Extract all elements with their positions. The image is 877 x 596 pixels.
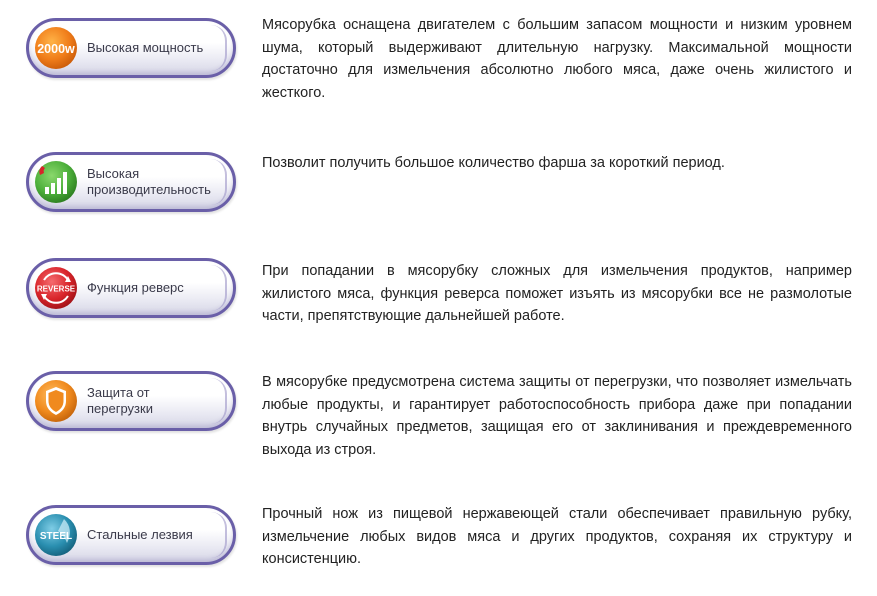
- badge-label-reverse: Функция реверс: [87, 280, 184, 295]
- badge-label-power: Высокая мощность: [87, 40, 204, 55]
- power-icon-text: 2000w: [37, 42, 75, 56]
- description-power: Мясорубка оснащена двигателем с большим запасом мощности и низким уровнем шума, который выдерживают длительную нагрузку. Максимальной мощности достаточно для измельчения абсолютно любого мяса, даже очень жилистого и жесткого.: [262, 17, 852, 101]
- description-steel: Прочный нож из пищевой нержавеющей стали обеспечивает правильную рубку, измельчение любых видов мяса и других продуктов, сохраняя их структуру и консистенцию.: [262, 506, 852, 567]
- badge-reverse: [26, 258, 236, 318]
- badge-power: [26, 18, 236, 78]
- steel-blade-icon: [34, 513, 78, 557]
- badge-label-performance: Высокая производительность: [87, 166, 211, 197]
- description-protection: В мясорубке предусмотрена система защиты от перегрузки, что позволяет измельчать любые продукты, и гарантирует работоспособность прибора даже при попадании внутрь случайных предметов, защищая его от заклинивания и преждевременного выхода из строя.: [262, 374, 852, 458]
- badge-label-steel: Стальные лезвия: [87, 527, 193, 542]
- description-performance: Позволит получить большое количество фарша за короткий период.: [262, 155, 725, 171]
- badge-protection: [26, 371, 236, 431]
- performance-bars-icon: [34, 160, 78, 204]
- reverse-icon-text: REVERSE: [36, 284, 76, 294]
- badge-label-protection: Защита от перегрузки: [87, 385, 153, 416]
- shield-icon: [34, 379, 78, 423]
- power-2000w-icon: [34, 26, 78, 70]
- description-reverse: При попадании в мясорубку сложных для измельчения продуктов, например жилистого мяса, функция реверса поможет изъять из мясорубки все не размолотые части, препятствующие дальнейшей работе.: [262, 263, 852, 324]
- steel-icon-text: STEEL: [39, 531, 73, 542]
- reverse-icon: [34, 266, 78, 310]
- badge-steel: [26, 505, 236, 565]
- badge-performance: [26, 152, 236, 212]
